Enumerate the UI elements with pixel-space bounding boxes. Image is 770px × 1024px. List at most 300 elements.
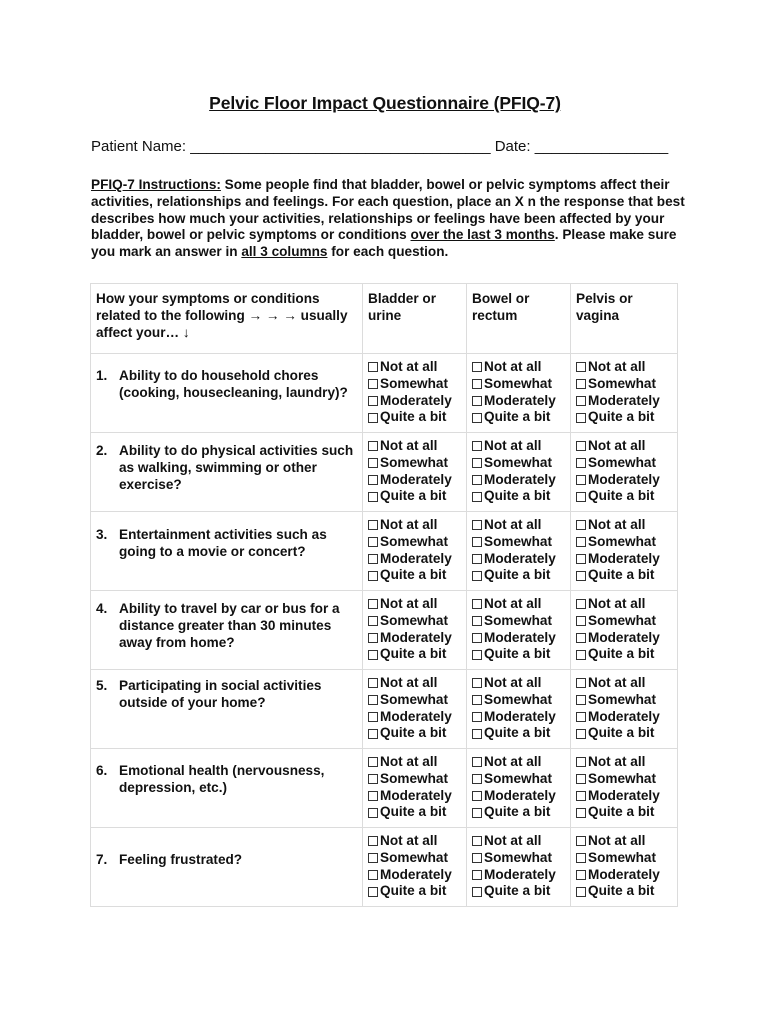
option-label: Not at all (380, 754, 438, 769)
option-moderately[interactable] (472, 788, 570, 805)
questionnaire-table (90, 283, 678, 907)
option-quite-a-bit[interactable] (368, 567, 466, 584)
patient-name-date-line: Patient Name: ____________________________________ Date: ________________ (91, 138, 669, 155)
option-not-at-all[interactable] (368, 517, 466, 534)
checkbox-icon[interactable] (368, 774, 378, 784)
option-somewhat[interactable] (576, 376, 677, 393)
question-number: 2. (96, 443, 108, 458)
option-moderately[interactable] (472, 630, 570, 647)
option-somewhat[interactable] (472, 692, 570, 709)
option-somewhat[interactable] (368, 376, 466, 393)
answer-cell-bowel (467, 828, 571, 907)
option-label: Somewhat (484, 612, 552, 628)
option-label: Somewhat (380, 533, 448, 549)
option-label: Quite a bit (380, 883, 447, 899)
option-not-at-all[interactable] (576, 754, 677, 771)
checkbox-icon[interactable] (576, 537, 586, 547)
checkbox-icon[interactable] (472, 554, 482, 564)
option-somewhat[interactable] (368, 455, 466, 472)
option-somewhat[interactable] (576, 455, 677, 472)
option-quite-a-bit[interactable] (576, 646, 677, 663)
answer-options-pelvis (571, 354, 677, 426)
checkbox-icon[interactable] (472, 571, 482, 581)
question-label: Participating in social activities outside of your home? (119, 678, 322, 710)
checkbox-icon[interactable] (472, 441, 482, 451)
checkbox-icon[interactable] (576, 599, 586, 609)
checkbox-icon[interactable] (576, 695, 586, 705)
checkbox-icon[interactable] (576, 808, 586, 818)
checkbox-icon[interactable] (368, 678, 378, 688)
option-quite-a-bit[interactable] (368, 725, 466, 742)
option-label: Not at all (588, 517, 646, 532)
document-title: Pelvic Floor Impact Questionnaire (PFIQ-7) (209, 93, 561, 113)
checkbox-icon[interactable] (576, 650, 586, 660)
question-number: 7. (96, 852, 108, 867)
answer-options-bowel (467, 828, 570, 900)
answer-cell-bowel (467, 433, 571, 512)
question-number: 3. (96, 527, 108, 542)
option-label: Somewhat (588, 849, 656, 865)
answer-cell-bladder (363, 433, 467, 512)
option-moderately[interactable] (472, 709, 570, 726)
checkbox-icon[interactable] (576, 458, 586, 468)
checkbox-icon[interactable] (368, 870, 378, 880)
checkbox-icon[interactable] (576, 633, 586, 643)
option-not-at-all[interactable] (368, 596, 466, 613)
answer-cell-bowel (467, 512, 571, 591)
checkbox-icon[interactable] (472, 870, 482, 880)
answer-cell-pelvis (571, 749, 678, 828)
option-label: Not at all (588, 675, 646, 690)
option-label: Quite a bit (484, 488, 551, 504)
checkbox-icon[interactable] (368, 537, 378, 547)
checkbox-icon[interactable] (576, 441, 586, 451)
option-label: Moderately (588, 550, 660, 566)
checkbox-icon[interactable] (472, 362, 482, 372)
option-label: Not at all (484, 675, 542, 690)
question-label: Ability to do household chores (cooking, housecleaning, laundry)? (119, 368, 348, 400)
option-not-at-all[interactable] (576, 675, 677, 692)
option-moderately[interactable] (576, 630, 677, 647)
option-label: Somewhat (484, 533, 552, 549)
question-cell-1 (91, 354, 363, 433)
answer-cell-bladder (363, 591, 467, 670)
option-not-at-all[interactable] (576, 517, 677, 534)
checkbox-icon[interactable] (368, 396, 378, 406)
question-text-wrap (91, 433, 362, 493)
checkbox-icon[interactable] (576, 887, 586, 897)
checkbox-icon[interactable] (472, 413, 482, 423)
option-label: Moderately (380, 550, 452, 566)
checkbox-icon[interactable] (576, 616, 586, 626)
option-somewhat[interactable] (576, 692, 677, 709)
option-label: Somewhat (484, 770, 552, 786)
answer-cell-pelvis (571, 670, 678, 749)
option-label: Quite a bit (588, 883, 655, 899)
option-not-at-all[interactable] (472, 438, 570, 455)
option-label: Not at all (380, 833, 438, 848)
checkbox-icon[interactable] (368, 441, 378, 451)
option-label: Quite a bit (484, 804, 551, 820)
answer-cell-bladder (363, 670, 467, 749)
option-label: Quite a bit (588, 488, 655, 504)
instructions (91, 177, 691, 261)
option-not-at-all[interactable] (576, 359, 677, 376)
checkbox-icon[interactable] (576, 791, 586, 801)
question-row-3 (91, 512, 678, 591)
checkbox-icon[interactable] (472, 492, 482, 502)
option-quite-a-bit[interactable] (576, 883, 677, 900)
question-cell-3 (91, 512, 363, 591)
option-label: Quite a bit (380, 488, 447, 504)
checkbox-icon[interactable] (472, 379, 482, 389)
option-somewhat[interactable] (368, 850, 466, 867)
checkbox-icon[interactable] (368, 887, 378, 897)
option-label: Somewhat (588, 533, 656, 549)
question-text-wrap (91, 512, 362, 561)
option-moderately[interactable] (368, 551, 466, 568)
answer-cell-bowel (467, 670, 571, 749)
option-somewhat[interactable] (368, 613, 466, 630)
option-quite-a-bit[interactable] (368, 804, 466, 821)
answer-cell-pelvis (571, 512, 678, 591)
checkbox-icon[interactable] (576, 571, 586, 581)
option-somewhat[interactable] (576, 850, 677, 867)
answer-options-bladder (363, 749, 466, 821)
option-quite-a-bit[interactable] (472, 646, 570, 663)
checkbox-icon[interactable] (472, 712, 482, 722)
checkbox-icon[interactable] (368, 492, 378, 502)
option-not-at-all[interactable] (368, 438, 466, 455)
answer-options-bladder (363, 354, 466, 426)
checkbox-icon[interactable] (472, 853, 482, 863)
option-somewhat[interactable] (472, 850, 570, 867)
option-label: Quite a bit (484, 646, 551, 662)
option-label: Somewhat (588, 770, 656, 786)
option-moderately[interactable] (576, 551, 677, 568)
option-somewhat[interactable] (472, 771, 570, 788)
checkbox-icon[interactable] (576, 520, 586, 530)
question-number: 1. (96, 368, 108, 383)
checkbox-icon[interactable] (576, 870, 586, 880)
question-cell-4 (91, 591, 363, 670)
answer-options-pelvis (571, 512, 677, 584)
checkbox-icon[interactable] (576, 757, 586, 767)
question-label: Ability to travel by car or bus for a distance greater than 30 minutes away from home? (119, 601, 340, 650)
option-label: Moderately (484, 471, 556, 487)
question-row-2 (91, 433, 678, 512)
option-label: Moderately (588, 866, 660, 882)
checkbox-icon[interactable] (472, 791, 482, 801)
instructions-text-3: for each question. (327, 244, 449, 260)
option-label: Somewhat (484, 375, 552, 391)
checkbox-icon[interactable] (472, 650, 482, 660)
checkbox-icon[interactable] (368, 729, 378, 739)
option-quite-a-bit[interactable] (472, 804, 570, 821)
option-quite-a-bit[interactable] (368, 646, 466, 663)
checkbox-icon[interactable] (472, 887, 482, 897)
answer-options-bladder (363, 512, 466, 584)
option-label: Quite a bit (588, 567, 655, 583)
option-label: Moderately (588, 787, 660, 803)
option-label: Moderately (484, 392, 556, 408)
checkbox-icon[interactable] (576, 678, 586, 688)
option-quite-a-bit[interactable] (472, 567, 570, 584)
option-label: Quite a bit (484, 883, 551, 899)
question-text-wrap (91, 828, 362, 869)
question-cell-6 (91, 749, 363, 828)
answer-options-bladder (363, 670, 466, 742)
option-label: Not at all (380, 359, 438, 374)
option-label: Moderately (484, 866, 556, 882)
option-label: Somewhat (484, 454, 552, 470)
option-somewhat[interactable] (368, 692, 466, 709)
instructions-label: PFIQ-7 Instructions: (91, 177, 221, 192)
option-moderately[interactable] (576, 788, 677, 805)
question-label: Entertainment activities such as going to a movie or concert? (119, 527, 327, 559)
option-moderately[interactable] (368, 472, 466, 489)
header-bladder: Bladder or urine (363, 284, 467, 354)
question-cell-2 (91, 433, 363, 512)
option-label: Not at all (484, 833, 542, 848)
header-symptoms: How your symptoms or conditions related to the following → → → usually affect your… ↓ (91, 284, 363, 354)
answer-options-pelvis (571, 828, 677, 900)
option-label: Moderately (380, 866, 452, 882)
checkbox-icon[interactable] (368, 475, 378, 485)
option-somewhat[interactable] (472, 534, 570, 551)
option-moderately[interactable] (368, 393, 466, 410)
option-somewhat[interactable] (576, 534, 677, 551)
option-label: Somewhat (484, 691, 552, 707)
option-not-at-all[interactable] (576, 833, 677, 850)
answer-options-bladder (363, 828, 466, 900)
checkbox-icon[interactable] (472, 774, 482, 784)
option-quite-a-bit[interactable] (368, 883, 466, 900)
checkbox-icon[interactable] (368, 836, 378, 846)
option-moderately[interactable] (576, 867, 677, 884)
checkbox-icon[interactable] (576, 712, 586, 722)
option-not-at-all[interactable] (472, 754, 570, 771)
option-label: Not at all (588, 833, 646, 848)
option-label: Somewhat (484, 849, 552, 865)
checkbox-icon[interactable] (472, 616, 482, 626)
checkbox-icon[interactable] (472, 729, 482, 739)
option-not-at-all[interactable] (368, 675, 466, 692)
option-label: Somewhat (380, 849, 448, 865)
answer-options-bowel (467, 433, 570, 505)
checkbox-icon[interactable] (472, 396, 482, 406)
checkbox-icon[interactable] (368, 808, 378, 818)
option-not-at-all[interactable] (472, 596, 570, 613)
checkbox-icon[interactable] (576, 492, 586, 502)
option-label: Somewhat (380, 691, 448, 707)
checkbox-icon[interactable] (576, 413, 586, 423)
checkbox-icon[interactable] (576, 853, 586, 863)
instructions-emphasis-columns: all 3 columns (241, 244, 328, 260)
checkbox-icon[interactable] (576, 362, 586, 372)
option-label: Somewhat (588, 691, 656, 707)
option-not-at-all[interactable] (368, 833, 466, 850)
option-label: Quite a bit (588, 725, 655, 741)
option-label: Not at all (484, 517, 542, 532)
checkbox-icon[interactable] (472, 599, 482, 609)
option-label: Moderately (380, 629, 452, 645)
option-quite-a-bit[interactable] (472, 488, 570, 505)
option-label: Not at all (380, 596, 438, 611)
checkbox-icon[interactable] (368, 791, 378, 801)
option-moderately[interactable] (368, 709, 466, 726)
checkbox-icon[interactable] (576, 396, 586, 406)
answer-options-bladder (363, 591, 466, 663)
checkbox-icon[interactable] (472, 458, 482, 468)
checkbox-icon[interactable] (576, 554, 586, 564)
option-somewhat[interactable] (472, 613, 570, 630)
checkbox-icon[interactable] (368, 520, 378, 530)
option-not-at-all[interactable] (472, 359, 570, 376)
checkbox-icon[interactable] (368, 379, 378, 389)
checkbox-icon[interactable] (368, 712, 378, 722)
checkbox-icon[interactable] (368, 554, 378, 564)
question-text-wrap (91, 749, 362, 797)
option-label: Not at all (380, 438, 438, 453)
checkbox-icon[interactable] (576, 836, 586, 846)
option-quite-a-bit[interactable] (472, 883, 570, 900)
option-label: Not at all (484, 754, 542, 769)
option-somewhat[interactable] (368, 771, 466, 788)
checkbox-icon[interactable] (368, 650, 378, 660)
option-moderately[interactable] (472, 867, 570, 884)
option-quite-a-bit[interactable] (576, 725, 677, 742)
checkbox-icon[interactable] (368, 362, 378, 372)
option-label: Not at all (484, 438, 542, 453)
checkbox-icon[interactable] (368, 633, 378, 643)
option-label: Moderately (588, 708, 660, 724)
option-quite-a-bit[interactable] (368, 488, 466, 505)
instructions-text-2: . Please make sure you mark an answer in (91, 227, 677, 260)
answer-cell-pelvis (571, 354, 678, 433)
checkbox-icon[interactable] (472, 757, 482, 767)
option-quite-a-bit[interactable] (576, 409, 677, 426)
header-pelvis: Pelvis or vagina (571, 284, 678, 354)
checkbox-icon[interactable] (368, 458, 378, 468)
option-label: Somewhat (380, 375, 448, 391)
question-row-4 (91, 591, 678, 670)
answer-cell-bladder (363, 749, 467, 828)
checkbox-icon[interactable] (368, 571, 378, 581)
checkbox-icon[interactable] (472, 678, 482, 688)
question-row-1 (91, 354, 678, 433)
option-quite-a-bit[interactable] (576, 804, 677, 821)
checkbox-icon[interactable] (368, 413, 378, 423)
option-moderately[interactable] (368, 630, 466, 647)
answer-options-bowel (467, 354, 570, 426)
answer-options-bowel (467, 512, 570, 584)
option-moderately[interactable] (472, 393, 570, 410)
option-moderately[interactable] (368, 788, 466, 805)
answer-cell-pelvis (571, 591, 678, 670)
answer-cell-bowel (467, 591, 571, 670)
checkbox-icon[interactable] (472, 695, 482, 705)
question-text-wrap (91, 670, 362, 712)
checkbox-icon[interactable] (368, 616, 378, 626)
option-not-at-all[interactable] (368, 359, 466, 376)
option-moderately[interactable] (576, 393, 677, 410)
option-somewhat[interactable] (576, 613, 677, 630)
option-label: Quite a bit (380, 646, 447, 662)
option-somewhat[interactable] (368, 534, 466, 551)
option-somewhat[interactable] (472, 455, 570, 472)
answer-cell-pelvis (571, 828, 678, 907)
option-label: Quite a bit (588, 646, 655, 662)
instructions-emphasis-timeframe: over the last 3 months (410, 227, 555, 243)
option-not-at-all[interactable] (368, 754, 466, 771)
option-label: Moderately (588, 629, 660, 645)
checkbox-icon[interactable] (368, 853, 378, 863)
option-moderately[interactable] (576, 472, 677, 489)
answer-options-pelvis (571, 433, 677, 505)
option-label: Quite a bit (484, 409, 551, 425)
checkbox-icon[interactable] (368, 695, 378, 705)
option-moderately[interactable] (576, 709, 677, 726)
option-label: Quite a bit (588, 804, 655, 820)
option-not-at-all[interactable] (472, 675, 570, 692)
answer-cell-bowel (467, 354, 571, 433)
option-label: Quite a bit (380, 567, 447, 583)
option-label: Moderately (588, 471, 660, 487)
option-somewhat[interactable] (472, 376, 570, 393)
checkbox-icon[interactable] (368, 757, 378, 767)
option-label: Moderately (380, 708, 452, 724)
option-label: Somewhat (380, 454, 448, 470)
option-label: Moderately (588, 392, 660, 408)
answer-cell-bladder (363, 512, 467, 591)
checkbox-icon[interactable] (472, 633, 482, 643)
checkbox-icon[interactable] (576, 475, 586, 485)
checkbox-icon[interactable] (576, 729, 586, 739)
option-not-at-all[interactable] (472, 517, 570, 534)
option-quite-a-bit[interactable] (576, 488, 677, 505)
option-label: Not at all (484, 359, 542, 374)
checkbox-icon[interactable] (472, 537, 482, 547)
question-number: 5. (96, 678, 108, 693)
option-not-at-all[interactable] (472, 833, 570, 850)
option-not-at-all[interactable] (576, 438, 677, 455)
option-label: Moderately (484, 550, 556, 566)
option-somewhat[interactable] (576, 771, 677, 788)
question-text-wrap (91, 354, 362, 402)
option-label: Somewhat (380, 612, 448, 628)
answer-cell-bladder (363, 354, 467, 433)
option-not-at-all[interactable] (576, 596, 677, 613)
checkbox-icon[interactable] (576, 774, 586, 784)
option-label: Quite a bit (484, 567, 551, 583)
option-moderately[interactable] (472, 551, 570, 568)
option-label: Somewhat (588, 612, 656, 628)
option-quite-a-bit[interactable] (472, 725, 570, 742)
option-quite-a-bit[interactable] (368, 409, 466, 426)
instructions-text-1: Some people find that bladder, bowel or pelvic symptoms affect their activities, relationships and feelings. For each question, place an X n the response that best describes how much your activities, relationships or feelings have been affected by your bladder, bowel or pelvic symptoms or conditions (91, 177, 685, 243)
checkbox-icon[interactable] (576, 379, 586, 389)
option-moderately[interactable] (472, 472, 570, 489)
checkbox-icon[interactable] (472, 520, 482, 530)
checkbox-icon[interactable] (472, 808, 482, 818)
checkbox-icon[interactable] (472, 836, 482, 846)
option-quite-a-bit[interactable] (576, 567, 677, 584)
checkbox-icon[interactable] (472, 475, 482, 485)
option-quite-a-bit[interactable] (472, 409, 570, 426)
checkbox-icon[interactable] (368, 599, 378, 609)
option-moderately[interactable] (368, 867, 466, 884)
